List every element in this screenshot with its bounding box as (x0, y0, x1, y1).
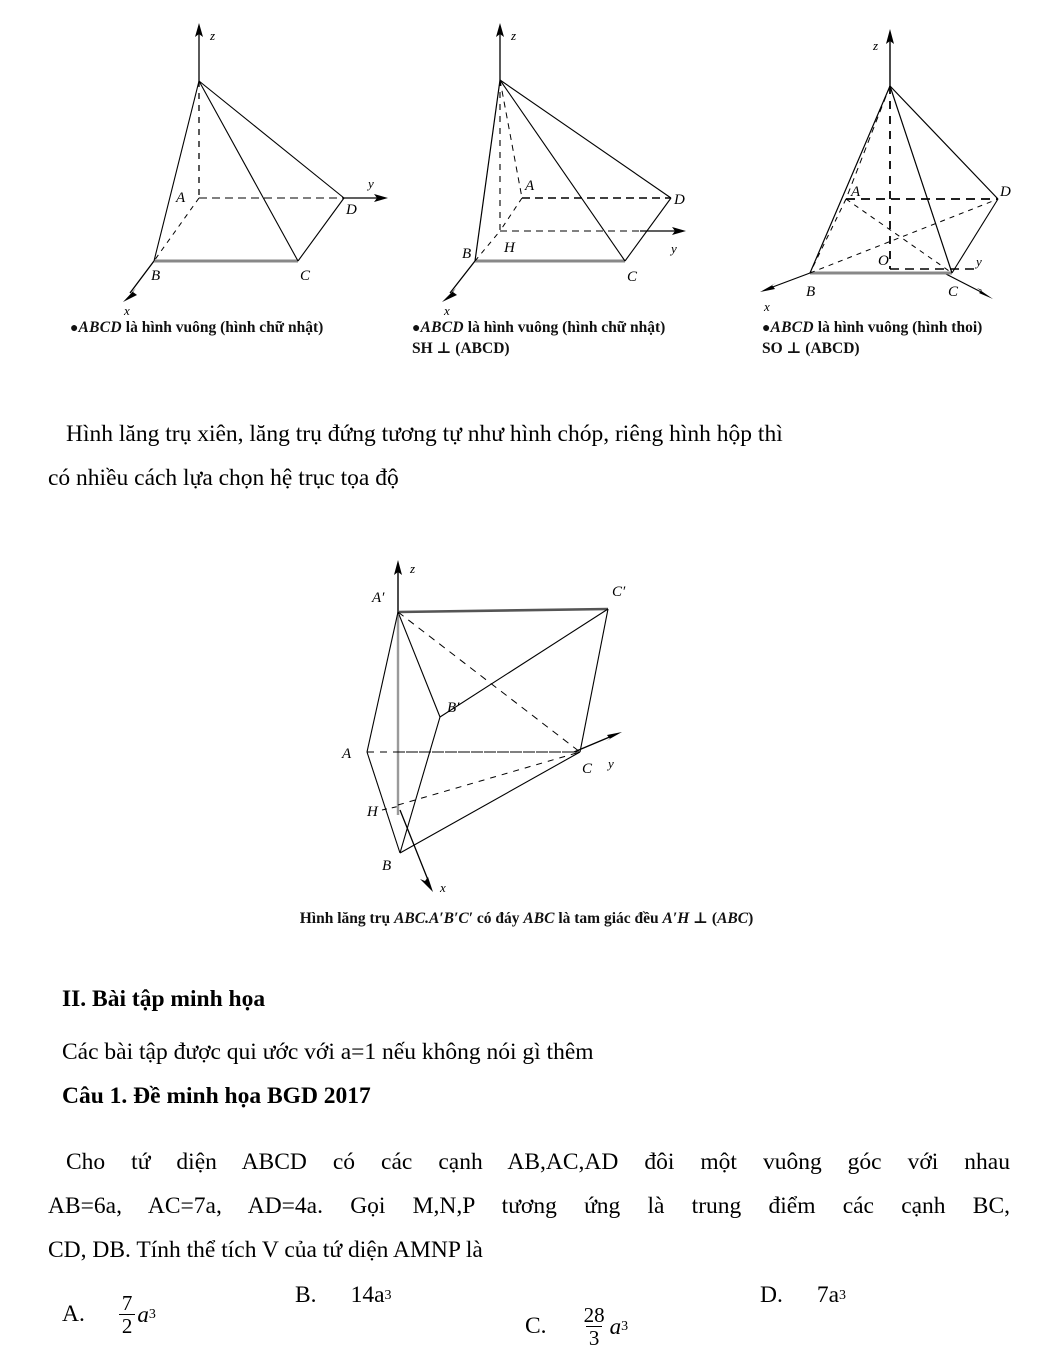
answer-b-letter: B. (295, 1282, 317, 1308)
answer-d-exponent: 3 (839, 1287, 847, 1303)
label-A: A (176, 190, 186, 206)
svg-text:z: z (511, 28, 517, 43)
answer-c-letter: C. (525, 1313, 547, 1340)
answer-a-exponent: 3 (148, 1306, 156, 1322)
question-body-line3: CD, DB. Tính thể tích V của tứ diện AMNP là (48, 1237, 483, 1263)
answer-b-value: 14a (350, 1282, 385, 1308)
answer-d-letter: D. (760, 1282, 783, 1308)
figure-pyramid-center-o (748, 18, 1038, 357)
label-C: C (627, 269, 638, 285)
answer-c-variable: a (609, 1313, 622, 1339)
label-C-prime: C′ (612, 584, 626, 600)
label-A: A (851, 184, 861, 200)
answer-c-numerator: 28 (583, 1303, 605, 1327)
question-body (48, 1140, 1010, 1272)
svg-text:y: y (671, 241, 677, 256)
answer-a-variable: a (137, 1301, 149, 1327)
question-heading: Câu 1. Đề minh họa BGD 2017 (62, 1083, 371, 1109)
pyramid-foot-h-svg (428, 18, 718, 318)
answer-a-letter: A. (62, 1301, 85, 1328)
label-D: D (674, 192, 685, 208)
label-B: B (806, 284, 816, 300)
answer-option-c[interactable] (525, 1304, 628, 1349)
prism-caption-part2: ABC.A′B′C′ (394, 910, 474, 927)
label-C: C (948, 284, 959, 300)
pyramid-square-base-svg (110, 18, 400, 318)
svg-text:y: y (368, 176, 374, 191)
answer-option-b[interactable] (295, 1282, 392, 1309)
label-O: O (878, 253, 889, 269)
answer-option-d[interactable] (760, 1282, 846, 1309)
figure-prism (316, 540, 716, 915)
figure2-caption: ●ABCD là hình vuông (hình chữ nhật) SH ⊥ (ABCD) (412, 319, 666, 357)
label-z: z (410, 561, 416, 576)
answer-a-denominator: 2 (119, 1314, 136, 1337)
prism-caption-part1: Hình lăng trụ (299, 910, 395, 927)
answer-a-fraction (119, 1292, 136, 1337)
question-body-line2: AB=6a, AC=7a, AD=4a. Gọi M,N,P tương ứng là trung điểm các cạnh BC, (48, 1193, 1010, 1219)
prism-caption-part7: ⊥ ( (689, 910, 718, 927)
answer-option-a[interactable] (62, 1292, 156, 1337)
prism-svg (316, 540, 716, 910)
figure-pyramid-square-base (70, 18, 400, 336)
svg-text:x: x (124, 303, 130, 318)
label-C: C (582, 761, 593, 777)
label-A: A (525, 178, 535, 194)
prism-caption-part3: có đáy (473, 910, 524, 927)
answer-a-numerator: 7 (121, 1291, 133, 1315)
label-x: x (440, 880, 446, 895)
svg-text:z: z (210, 28, 216, 43)
paragraph-prism-intro-line1: Hình lăng trụ xiên, lăng trụ đứng tương tự như hình chóp, riêng hình hộp thì (66, 421, 783, 447)
answer-c-fraction (581, 1304, 608, 1349)
label-H: H (504, 240, 515, 256)
answer-b-exponent: 3 (384, 1287, 392, 1303)
label-B: B (382, 858, 392, 874)
paragraph-prism-intro (48, 412, 1008, 500)
prism-caption (0, 908, 1053, 928)
paragraph-prism-intro-line2: có nhiều cách lựa chọn hệ trục tọa độ (48, 465, 399, 491)
label-H: H (367, 804, 378, 820)
prism-caption-part6: A′H (662, 910, 690, 927)
svg-text:y: y (976, 254, 982, 269)
pyramid-center-o-svg (748, 18, 1038, 314)
svg-text:x: x (764, 299, 770, 314)
prism-caption-part4: ABC (523, 910, 555, 927)
label-D: D (346, 202, 357, 218)
figure1-caption: ●ABCD là hình vuông (hình chữ nhật) (70, 319, 324, 336)
figure-pyramid-foot-h (412, 18, 718, 357)
section-heading-ii: II. Bài tập minh họa (62, 986, 266, 1012)
svg-text:x: x (444, 303, 450, 318)
label-B: B (462, 246, 472, 262)
label-B: B (151, 268, 161, 284)
label-B-prime: B′ (447, 700, 460, 716)
label-A: A (342, 746, 352, 762)
section-note: Các bài tập được qui ước với a=1 nếu không nói gì thêm (62, 1039, 594, 1065)
svg-text:z: z (873, 38, 879, 53)
answer-d-value: 7a (816, 1282, 840, 1308)
answer-c-exponent: 3 (621, 1318, 629, 1334)
answer-options (0, 1282, 1053, 1358)
label-A-prime: A′ (372, 590, 385, 606)
question-body-line1: Cho tứ diện ABCD có các cạnh AB,AC,AD đôi một vuông góc với nhau (66, 1149, 1010, 1175)
label-C: C (300, 268, 311, 284)
prism-caption-part9: ) (748, 910, 754, 927)
figure3-caption: ●ABCD là hình vuông (hình thoi) SO ⊥ (ABCD) (762, 319, 983, 357)
pyramid-figures-row (0, 0, 1053, 400)
prism-caption-part8: ABC (717, 910, 749, 927)
prism-caption-part5: là tam giác đều (554, 910, 663, 927)
label-y: y (608, 756, 614, 771)
label-D: D (1000, 184, 1011, 200)
answer-c-denominator: 3 (586, 1326, 603, 1349)
